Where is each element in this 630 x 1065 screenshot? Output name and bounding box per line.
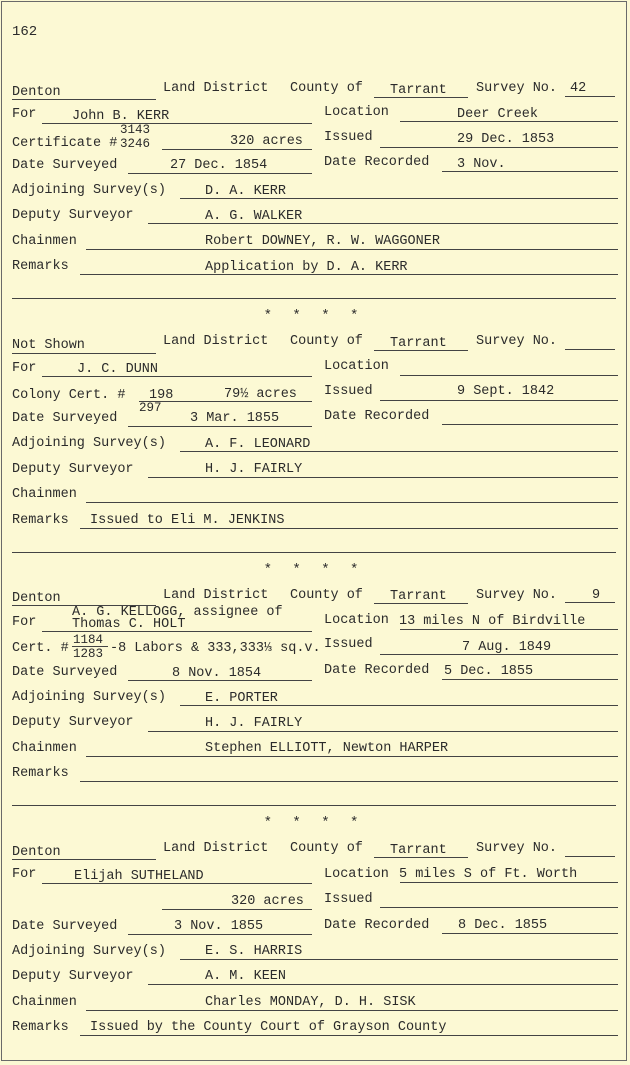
label-location: Location xyxy=(324,105,389,120)
record-separator-2: * * * * xyxy=(263,562,365,578)
record-1-date-recorded: 3 Nov. xyxy=(457,157,506,172)
record-3-adjoining: E. PORTER xyxy=(205,691,278,706)
record-1-district: Denton xyxy=(12,85,61,100)
label-survey-no: Survey No. xyxy=(476,588,558,603)
record-2-district: Not Shown xyxy=(12,338,85,353)
label-chainmen: Chainmen xyxy=(12,487,77,502)
record-2-county: Tarrant xyxy=(390,336,447,351)
record-3-for-line2: Thomas C. HOLT xyxy=(72,617,186,632)
record-3-county: Tarrant xyxy=(390,589,447,604)
label-remarks: Remarks xyxy=(12,259,69,274)
label-date-surveyed: Date Surveyed xyxy=(12,158,118,173)
record-3-issued: 7 Aug. 1849 xyxy=(462,640,552,655)
label-issued: Issued xyxy=(324,892,373,907)
label-county-of: County of xyxy=(290,588,363,603)
record-4-county: Tarrant xyxy=(390,843,447,858)
record-4-remarks: Issued by the County Court of Grayson County xyxy=(90,1020,447,1035)
record-1-remarks: Application by D. A. KERR xyxy=(205,260,408,275)
label-chainmen: Chainmen xyxy=(12,234,77,249)
label-remarks: Remarks xyxy=(12,766,69,781)
record-separator-1: * * * * xyxy=(263,308,365,324)
record-4-chainmen: Charles MONDAY, D. H. SISK xyxy=(205,995,416,1010)
label-adjoining: Adjoining Survey(s) xyxy=(12,436,166,451)
record-4-deputy: A. M. KEEN xyxy=(205,969,287,984)
label-for: For xyxy=(12,361,37,376)
label-for: For xyxy=(12,867,37,882)
record-1-adjoining: D. A. KERR xyxy=(205,184,287,199)
label-date-surveyed: Date Surveyed xyxy=(12,411,118,426)
record-4-for: Elijah SUTHELAND xyxy=(74,869,204,884)
label-certificate: Certificate # xyxy=(12,136,118,151)
label-date-recorded: Date Recorded xyxy=(324,409,430,424)
label-date-recorded: Date Recorded xyxy=(324,918,430,933)
label-land-district: Land District xyxy=(163,588,269,603)
label-date-surveyed: Date Surveyed xyxy=(12,919,118,934)
label-deputy: Deputy Surveyor xyxy=(12,969,134,984)
record-1-chainmen: Robert DOWNEY, R. W. WAGGONER xyxy=(205,234,440,249)
record-3-for-line1: A. G. KELLOGG, assignee of xyxy=(72,605,283,620)
record-4-location: 5 miles S of Ft. Worth xyxy=(399,867,578,882)
record-3-cert-rest: -8 Labors & 333,333⅓ sq.v. xyxy=(110,641,321,656)
record-4-date-recorded: 8 Dec. 1855 xyxy=(458,918,548,933)
record-4-adjoining: E. S. HARRIS xyxy=(205,944,303,959)
record-2-remarks: Issued to Eli M. JENKINS xyxy=(90,513,285,528)
record-1-issued: 29 Dec. 1853 xyxy=(457,132,555,147)
document-page xyxy=(1,1,627,1061)
label-cert: Cert. # xyxy=(12,641,69,656)
page-number: 162 xyxy=(12,24,38,40)
label-survey-no: Survey No. xyxy=(476,81,558,96)
record-2-adjoining: A. F. LEONARD xyxy=(205,437,311,452)
record-4-district: Denton xyxy=(12,845,61,860)
label-adjoining: Adjoining Survey(s) xyxy=(12,183,166,198)
record-3-survey-no: 9 xyxy=(592,588,601,603)
label-chainmen: Chainmen xyxy=(12,995,77,1010)
record-3-date-surveyed: 8 Nov. 1854 xyxy=(172,666,262,681)
label-adjoining: Adjoining Survey(s) xyxy=(12,944,166,959)
label-issued: Issued xyxy=(324,637,373,652)
record-3-deputy: H. J. FAIRLY xyxy=(205,716,303,731)
record-3-district: Denton xyxy=(12,591,61,606)
record-1-survey-no: 42 xyxy=(570,81,587,96)
record-2-date-surveyed: 3 Mar. 1855 xyxy=(190,411,280,426)
record-4-date-surveyed: 3 Nov. 1855 xyxy=(174,919,264,934)
record-2-for: J. C. DUNN xyxy=(77,362,159,377)
label-location: Location xyxy=(324,359,389,374)
record-1-for: John B. KERR xyxy=(72,109,170,124)
label-colony-cert: Colony Cert. # xyxy=(12,388,126,403)
record-3-date-recorded: 5 Dec. 1855 xyxy=(444,664,534,679)
label-remarks: Remarks xyxy=(12,513,69,528)
label-date-surveyed: Date Surveyed xyxy=(12,665,118,680)
record-1-date-surveyed: 27 Dec. 1854 xyxy=(170,158,268,173)
label-chainmen: Chainmen xyxy=(12,741,77,756)
label-land-district: Land District xyxy=(163,81,269,96)
record-2-acres: 79½ acres xyxy=(224,387,297,402)
record-2-cert-top: 198 xyxy=(149,388,174,403)
label-location: Location xyxy=(324,613,389,628)
label-remarks: Remarks xyxy=(12,1020,69,1035)
label-date-recorded: Date Recorded xyxy=(324,155,430,170)
record-2-issued: 9 Sept. 1842 xyxy=(457,384,555,399)
record-3-chainmen: Stephen ELLIOTT, Newton HARPER xyxy=(205,741,449,756)
record-separator-3: * * * * xyxy=(263,815,365,831)
record-1-cert-top: 3143 xyxy=(120,123,151,137)
label-date-recorded: Date Recorded xyxy=(324,663,430,678)
label-land-district: Land District xyxy=(163,334,269,349)
label-survey-no: Survey No. xyxy=(476,841,558,856)
label-deputy: Deputy Surveyor xyxy=(12,208,134,223)
record-3-cert-bottom: 1283 xyxy=(73,647,104,661)
record-1-county: Tarrant xyxy=(390,83,447,98)
record-3-cert-top: 1184 xyxy=(73,633,104,647)
label-county-of: County of xyxy=(290,81,363,96)
record-2-cert-bottom: 297 xyxy=(139,401,162,415)
label-deputy: Deputy Surveyor xyxy=(12,715,134,730)
label-for: For xyxy=(12,107,37,122)
label-land-district: Land District xyxy=(163,841,269,856)
record-1-deputy: A. G. WALKER xyxy=(205,209,303,224)
record-1-location: Deer Creek xyxy=(457,107,539,122)
label-county-of: County of xyxy=(290,334,363,349)
label-survey-no: Survey No. xyxy=(476,334,558,349)
label-issued: Issued xyxy=(324,130,373,145)
record-1-cert-bottom: 3246 xyxy=(120,137,151,151)
label-county-of: County of xyxy=(290,841,363,856)
label-deputy: Deputy Surveyor xyxy=(12,462,134,477)
record-4-acres: 320 acres xyxy=(231,894,304,909)
label-location: Location xyxy=(324,867,389,882)
label-for: For xyxy=(12,615,37,630)
record-3-location: 13 miles N of Birdville xyxy=(399,614,586,629)
label-adjoining: Adjoining Survey(s) xyxy=(12,690,166,705)
record-2-deputy: H. J. FAIRLY xyxy=(205,462,303,477)
record-1-acres: 320 acres xyxy=(230,134,303,149)
label-issued: Issued xyxy=(324,384,373,399)
